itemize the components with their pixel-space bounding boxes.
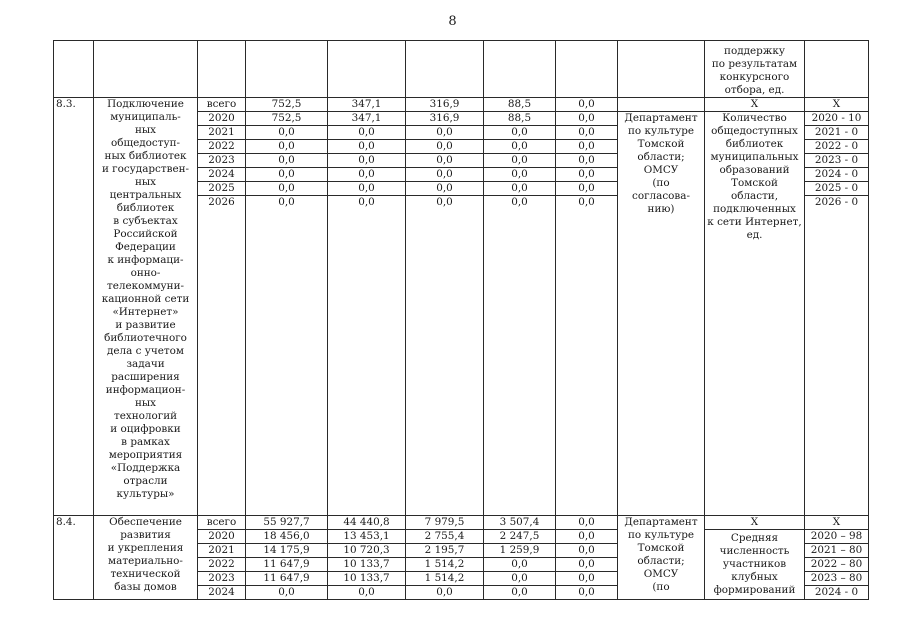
value-cell-v1: 11 647,9 [246,558,328,572]
value-cell-v4: 88,5 [484,98,556,112]
year-cell: всего [198,98,246,112]
value-cell-v3: 0,0 [406,140,484,154]
executor-line: Департамент [624,112,698,124]
section-name-line: информацион- [105,384,186,396]
value-cell-v4: 1 259,9 [484,544,556,558]
value-cell-v3: 0,0 [406,126,484,140]
value-cell-v2: 0,0 [328,182,406,196]
value-cell-v4: 0,0 [484,558,556,572]
section-name-line: технической [110,568,181,580]
cont-cell-v2 [328,41,406,98]
value-cell-v3: 0,0 [406,168,484,182]
section-name-line: отрасли [123,475,168,487]
value-cell-v5: 0,0 [556,112,618,126]
section-name-line: муниципаль- [110,111,181,123]
value-cell-v2: 13 453,1 [328,530,406,544]
year-cell: 2022 [198,558,246,572]
section-name [94,98,198,516]
indicator-cell: 2023 - 0 [805,154,869,168]
year-cell: 2020 [198,112,246,126]
cont-cell-goal [705,41,805,98]
goal-line: области, [730,190,779,202]
section-name-line: Обеспечение [109,516,182,528]
value-cell-v4: 0,0 [484,140,556,154]
goal-line: формирований [713,584,796,596]
cont-cell-v1 [246,41,328,98]
value-cell-v4: 0,0 [484,586,556,600]
value-cell-v5: 0,0 [556,530,618,544]
indicator-cell: 2024 - 0 [805,168,869,182]
goal-line: муниципальных [710,151,799,163]
value-cell-v3: 7 979,5 [406,516,484,530]
indicator-cell: 2021 – 80 [805,544,869,558]
value-cell-v1: 18 456,0 [246,530,328,544]
goal-line: подключенных [713,203,796,215]
value-cell-v2: 0,0 [328,586,406,600]
goal-cell [705,112,805,516]
executor-line: Томской [637,138,685,150]
executor-line: по культуре [627,125,694,137]
program-table [53,40,869,600]
cont-cell-id [54,41,94,98]
goal-text-line: конкурсного [719,71,790,83]
cont-cell-v5 [556,41,618,98]
goal-line: библиотек [725,138,784,150]
executor-line: нию) [647,203,675,215]
value-cell-v5: 0,0 [556,182,618,196]
value-cell-v2: 0,0 [328,168,406,182]
section-name-line: задачи [126,358,165,370]
value-cell-v3: 316,9 [406,98,484,112]
goal-line: общедоступных [711,125,798,137]
value-cell-v1: 0,0 [246,140,328,154]
section-name-line: дела с учетом [107,345,184,357]
value-cell-v1: 0,0 [246,586,328,600]
value-cell-v3: 0,0 [406,586,484,600]
year-cell: 2022 [198,140,246,154]
value-cell-v2: 0,0 [328,126,406,140]
value-cell-v2: 0,0 [328,196,406,516]
indicator-cell: 2022 – 80 [805,558,869,572]
value-cell-v4: 2 247,5 [484,530,556,544]
executor-line: ОМСУ [643,164,679,176]
value-cell-v5: 0,0 [556,98,618,112]
year-cell: 2023 [198,572,246,586]
executor-cell [618,98,705,112]
indicator-cell: X [805,98,869,112]
section-name-line: расширения [111,371,180,383]
section-name-line: «Интернет» [112,306,179,318]
value-cell-v1: 11 647,9 [246,572,328,586]
section-name-line: и государствен- [101,163,190,175]
section-name-line: Федерации [115,241,176,253]
section-name-line: Российской [113,228,178,240]
value-cell-v2: 0,0 [328,154,406,168]
indicator-cell: 2020 – 98 [805,530,869,544]
section-id: 8.4. [54,516,94,600]
indicator-cell: 2024 - 0 [805,586,869,600]
section-name-line: материально- [108,555,183,567]
goal-line: Томской [731,177,778,189]
year-cell: 2021 [198,544,246,558]
cont-cell-v4 [484,41,556,98]
indicator-cell: 2026 - 0 [805,196,869,516]
indicator-cell: 2020 - 10 [805,112,869,126]
section-name-line: Подключение [107,98,184,110]
value-cell-v1: 55 927,7 [246,516,328,530]
value-cell-v5: 0,0 [556,572,618,586]
indicator-cell: 2025 - 0 [805,182,869,196]
executor-line: области; [637,151,685,163]
section-name-line: развития [120,529,171,541]
value-cell-v5: 0,0 [556,516,618,530]
continuation-row [54,41,869,98]
value-cell-v3: 1 514,2 [406,558,484,572]
value-cell-v5: 0,0 [556,154,618,168]
year-cell: 2021 [198,126,246,140]
indicator-cell: X [805,516,869,530]
goal-line: Средняя [730,532,779,544]
goal-line: ед. [746,229,763,241]
year-cell: 2025 [198,182,246,196]
executor-line: (по [652,177,670,189]
section-id: 8.3. [54,98,94,516]
value-cell-v5: 0,0 [556,196,618,516]
executor-line: (по [652,581,670,593]
section-name-line: центральных [109,189,182,201]
section-name [94,516,198,600]
section-row [54,516,869,530]
value-cell-v4: 0,0 [484,168,556,182]
section-name-line: базы домов [114,581,177,593]
value-cell-v1: 14 175,9 [246,544,328,558]
value-cell-v4: 3 507,4 [484,516,556,530]
executor-line: ОМСУ [643,568,679,580]
value-cell-v5: 0,0 [556,558,618,572]
goal-cell: X [705,98,805,112]
value-cell-v4: 0,0 [484,182,556,196]
section-name-line: в субъектах [113,215,178,227]
value-cell-v4: 0,0 [484,154,556,168]
value-cell-v5: 0,0 [556,168,618,182]
section-name-line: ных [134,124,157,136]
value-cell-v3: 2 195,7 [406,544,484,558]
section-name-line: в рамках [121,436,170,448]
indicator-cell: 2021 - 0 [805,126,869,140]
section-name-line: культуры» [116,488,175,500]
value-cell-v3: 1 514,2 [406,572,484,586]
value-cell-v5: 0,0 [556,544,618,558]
goal-text-line: отбора, ед. [724,84,785,96]
year-cell: всего [198,516,246,530]
executor-cell [618,112,705,516]
section-name-line: технологий [113,410,178,422]
executor-line: Департамент [624,516,698,528]
value-cell-v4: 0,0 [484,196,556,516]
value-cell-v2: 347,1 [328,112,406,126]
goal-text-line: поддержку [724,45,785,57]
value-cell-v1: 0,0 [246,126,328,140]
value-cell-v2: 0,0 [328,140,406,154]
executor-line: согласова- [632,190,690,202]
value-cell-v2: 44 440,8 [328,516,406,530]
year-cell: 2020 [198,530,246,544]
goal-line: участников [722,558,787,570]
value-cell-v2: 10 720,3 [328,544,406,558]
indicator-cell: 2023 – 80 [805,572,869,586]
section-name-line: «Поддержка [110,462,181,474]
section-name-line: онно- [130,267,161,279]
section-name-line: библиотечного [104,332,187,344]
section-row [54,98,869,112]
year-cell: 2024 [198,168,246,182]
goal-line: Количество [722,112,787,124]
section-name-line: общедоступ- [110,137,181,149]
value-cell-v4: 0,0 [484,572,556,586]
goal-line: численность [719,545,790,557]
page-number: 8 [448,14,457,29]
section-name-line: кационной сети [101,293,190,305]
section-name-line: библиотек [116,202,175,214]
section-name-line: мероприятия [108,449,183,461]
section-name-line: и оцифровки [110,423,181,435]
cont-cell-name [94,41,198,98]
value-cell-v1: 0,0 [246,154,328,168]
section-name-line: к информаци- [107,254,184,266]
cont-cell-indicator [805,41,869,98]
value-cell-v3: 316,9 [406,112,484,126]
value-cell-v5: 0,0 [556,586,618,600]
value-cell-v1: 752,5 [246,98,328,112]
section-name-line: ных библиотек [104,150,187,162]
value-cell-v2: 347,1 [328,98,406,112]
value-cell-v4: 88,5 [484,112,556,126]
goal-cell: X [705,516,805,530]
year-cell: 2024 [198,586,246,600]
cont-cell-executor [618,41,705,98]
goal-line: клубных [731,571,778,583]
value-cell-v3: 2 755,4 [406,530,484,544]
value-cell-v5: 0,0 [556,140,618,154]
cont-cell-year [198,41,246,98]
value-cell-v3: 0,0 [406,196,484,516]
executor-cell [618,516,705,600]
section-name-line: ных [134,176,157,188]
executor-line: Томской [637,542,685,554]
section-name-line: и развитие [115,319,176,331]
goal-text-line: по результатам [711,58,798,70]
value-cell-v3: 0,0 [406,154,484,168]
section-name-line: и укрепления [107,542,184,554]
goal-line: к сети Интернет, [707,216,802,228]
indicator-cell: 2022 - 0 [805,140,869,154]
executor-line: области; [637,555,685,567]
section-name-line: ных [134,397,157,409]
value-cell-v1: 0,0 [246,168,328,182]
cont-cell-v3 [406,41,484,98]
year-cell: 2026 [198,196,246,516]
value-cell-v1: 0,0 [246,182,328,196]
goal-line: образований [719,164,790,176]
value-cell-v2: 10 133,7 [328,558,406,572]
value-cell-v5: 0,0 [556,126,618,140]
value-cell-v3: 0,0 [406,182,484,196]
value-cell-v4: 0,0 [484,126,556,140]
value-cell-v2: 10 133,7 [328,572,406,586]
executor-line: по культуре [627,529,694,541]
year-cell: 2023 [198,154,246,168]
value-cell-v1: 0,0 [246,196,328,516]
goal-cell [705,530,805,600]
value-cell-v1: 752,5 [246,112,328,126]
section-name-line: телекоммуни- [106,280,185,292]
sections-body [54,98,869,600]
